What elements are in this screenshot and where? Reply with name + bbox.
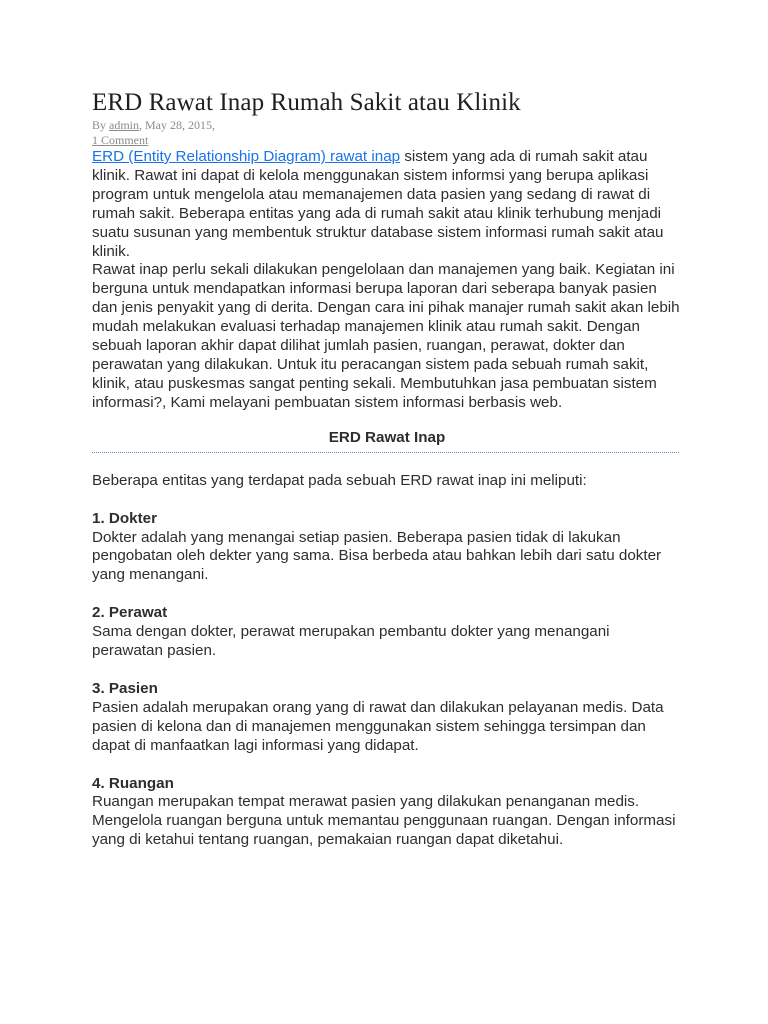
byline-prefix: By xyxy=(92,118,110,132)
section-intro: Beberapa entitas yang terdapat pada sebuah ERD rawat inap ini meliputi: xyxy=(92,471,587,489)
entity-item-ruangan xyxy=(92,775,682,851)
section-heading: ERD Rawat Inap xyxy=(328,428,446,446)
entity-item-perawat xyxy=(92,604,682,661)
entity-item-pasien xyxy=(92,680,682,756)
entity-heading: 2. Perawat xyxy=(92,604,168,622)
section-divider xyxy=(92,452,679,453)
comments-link[interactable]: 1 Comment xyxy=(92,133,149,147)
entity-text: Ruangan merupakan tempat merawat pasien yang dilakukan penanganan medis. Mengelola ruangan berguna untuk memantau penggunaan ruangan. Dengan informasi yang di ketahui tentang ruangan, pemakaian ruangan dapat diketahui. xyxy=(92,793,676,849)
article-meta xyxy=(92,118,682,133)
comments-meta xyxy=(92,133,682,148)
entity-text: Pasien adalah merupakan orang yang di rawat dan dilakukan pelayanan medis. Data pasien di kelona dan di manajemen menggunakan sistem sehingga tersimpan dan dapat di manfaatkan lagi informasi yang didapat. xyxy=(92,698,664,754)
entity-heading: 3. Pasien xyxy=(92,679,158,697)
entity-heading: 4. Ruangan xyxy=(92,774,174,792)
entity-heading: 1. Dokter xyxy=(92,509,157,527)
paragraph-2: Rawat inap perlu sekali dilakukan pengelolaan dan manajemen yang baik. Kegiatan ini berguna untuk mendapatkan informasi berupa laporan dari seberapa banyak pasien dan jenis penyakit yang di derita. Dengan cara ini pihak manajer rumah sakit akan lebih mudah melakukan evaluasi terhadap manajemen klinik atau rumah sakit. Dengan sebuah laporan akhir dapat dilihat jumlah pasien, ruangan, perawat, dokter dan perawatan yang dilakukan. Untuk itu peracangan sistem pada sebuah rumah sakit, klinik, atau puskesmas sangat penting sekali. Membutuhkan jasa pembuatan sistem informasi?, Kami melayani pembuatan sistem informasi berbasis web. xyxy=(92,261,680,411)
post-date: , May 28, 2015, xyxy=(139,118,216,132)
article xyxy=(92,88,682,850)
entity-text: Dokter adalah yang menangai setiap pasien. Beberapa pasien tidak di lakukan pengobatan oleh dekter yang sama. Bisa berbeda atau bahkan lebih dari satu dokter yang menangani. xyxy=(92,528,662,584)
paragraph-intro xyxy=(92,148,682,261)
entity-item-dokter xyxy=(92,510,682,586)
entity-text: Sama dengan dokter, perawat merupakan pembantu dokter yang menangani perawatan pasien. xyxy=(92,623,610,660)
erd-link[interactable]: ERD (Entity Relationship Diagram) rawat inap xyxy=(92,148,401,165)
author-link[interactable]: admin xyxy=(109,118,140,132)
paragraph-intro-text: sistem yang ada di rumah sakit atau klinik. Rawat ini dapat di kelola menggunakan sistem informsi yang berupa aplikasi program untuk mengelola atau memanajemen data pasien yang sedang di rawat di rumah sakit. Beberapa entitas yang ada di rumah sakit atau klinik terhubung menjadi suatu susunan yang membentuk struktur database sistem informasi rumah sakit atau klinik. xyxy=(92,148,664,260)
article-title: ERD Rawat Inap Rumah Sakit atau Klinik xyxy=(92,89,521,116)
